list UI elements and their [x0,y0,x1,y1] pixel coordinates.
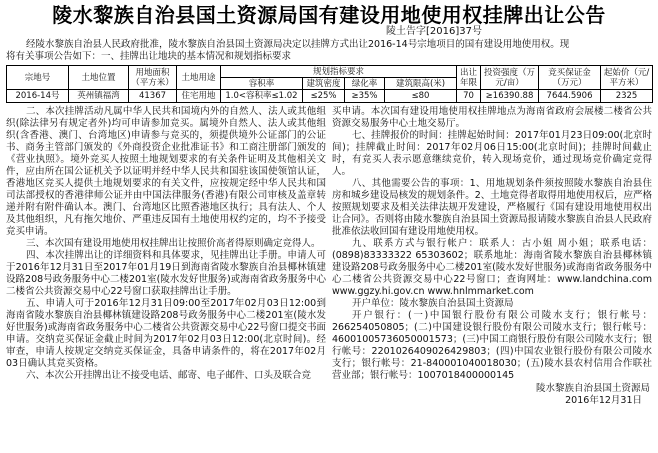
signature-org: 陵水黎族自治县国土资源局 [535,383,650,394]
cell-location: 英州镇福湾 [69,90,129,103]
table-row [7,90,653,103]
signature-date: 2016年12月31日 [565,395,642,406]
notice-number: 陵土告字[2016]37号 [386,26,482,37]
intro-line: 经陵水黎族自治县人民政府批准，陵水黎族自治县国土资源局决定以挂牌方式出让2016-14号宗地项目的国有建设用地使用权。现 [26,39,570,50]
clause-seven: 七、挂牌报价的时间：挂牌起始时间：2017年01月23日09:00(北京时间)；挂牌截止时间：2017年02月06日15:00(北京时间)；挂牌时间截止时，有竞买人表示愿意继续竞价，转入现场竞价，通过现场竞价确定竞得人。 [332,130,652,177]
account-holder: 开户单位：陵水黎族自治县国土资源局 [352,298,514,309]
header-area: 用地面积（平方米） [129,66,177,90]
header-use: 土地用途 [177,66,221,90]
clause-eight: 八、其他需要公告的事项：1、用地规划条件须按照陵水黎族自治县住房和城乡建设局核发的规划条件。2、土地竞得者取得用地使用权后，应严格按照规划要求及相关法律法规开发建设，严格履行《国有建设用地使用权出让合同》。否则将由陵水黎族自治县国土资源局报请陵水黎族自治县人民政府批准依法收回国有建设用地使用权。 [332,178,652,237]
cell-start-price: 2325 [601,90,653,103]
clause-six: 六、本次公开挂牌出让不接受电话、邮寄、电子邮件、口头及联合竞 [26,370,312,381]
clause-nine: 九、联系方式与银行帐户：联系人：古小姐 周小姐；联系电话：(0898)83333322 65303602；联系地址：海南省陵水黎族自治县椰林镇建设路208号政务服务中心二楼201室(陵水发好世服务)或海南省政务服务中心二楼省公共资源交易中心22号窗口；查询网址：www.landchina.com www.ggzy.hi.gov.cn www.hnlmmarket.com [332,238,652,297]
cell-investment: ≥16390.88 [481,90,539,103]
clause-five: 五、申请人可于2016年12月31日09:00至2017年02月03日12:00到海南省陵水黎族自治县椰林镇建设路208号政务服务中心二楼201室(陵水发好世服务)或海南省政务服务中心二楼省公共资源交易中心22号窗口提交书面申请。交纳竞买保证金截止时间为2017年02月03日12:00(北京时间)。经审查，申请人按规定交纳竞买保证金，具备申请条件的，将在2017年02月03日确认其竞买资格。 [6,298,326,369]
intro-paragraph [6,39,652,63]
header-green: 绿化率 [345,78,385,90]
body-columns [6,106,652,407]
cell-deposit: 7644.5906 [539,90,601,103]
clause-three: 三、本次国有建设用地使用权挂牌出让按照价高者得原则确定竞得人。 [26,238,321,249]
header-location: 土地位置 [69,66,129,90]
cell-area: 41367 [129,90,177,103]
header-far: 容积率 [221,78,303,90]
cell-height: ≤80 [385,90,457,103]
header-start-price: 起始价（元/平方米） [601,66,653,90]
cell-density: ≤25% [303,90,345,103]
clause-two: 二、本次挂牌活动凡属中华人民共和国境内外的自然人、法人或其他组织(除法律另有规定者外)均可申请参加竞买。属境外自然人、法人或其他组织(含香港、澳门、台湾地区)申请参与竞买的，须提供境外公证部门的公证书、商务主管部门颁发的《外商投资企业批准证书》和工商注册部门颁发的《营业执照》。境外竞买人按照土地规划要求的有关条件证明及其他相关文件，应由所在国公证机关予以证明并经中华人民共和国驻该国使领馆认证，香港地区竞买人提供土地规划要求的有关文件，应按规定经中华人民共和国司法部授权的香港律师公证并由中国法律服务(香港)有限公司审核及盖章转递并附有附件确认本。澳门、台湾地区比照香港地区执行；具有法人、个人及其他组织，凡有拖欠地价、严重违反国有土地使用权约定的，均不予接受竞买申请。 [6,106,326,237]
header-deposit: 竞买保证金（万元） [539,66,601,90]
cell-term: 70 [457,90,481,103]
header-density: 建筑密度 [303,78,345,90]
cell-far: 1.0<容积率≤1.02 [221,90,303,103]
header-height: 建筑限高(米) [385,78,457,90]
header-term: 出让年限 [457,66,481,90]
right-column [332,106,652,407]
header-planning: 规划指标要求 [221,66,457,78]
announcement-title: 陵水黎族自治县国土资源局国有建设用地使用权挂牌出让公告 [52,3,606,27]
clause-six-continued: 买申请。本次国有建设用地使用权挂牌地点为海南省政府会展楼二楼省公共资源交易服务中心土地交易厅。 [332,106,652,129]
clause-four: 四、本次挂牌出让的详细资料和具体要求，见挂牌出让手册。申请人可于2016年12月31日至2017年01月19日到海南省陵水黎族自治县椰林镇建设路208号政务服务中心二楼201室(陵水发好世服务)或海南省政务服务中心二楼省公共资源交易中心22号窗口获取挂牌出让手册。 [6,250,326,297]
cell-parcel-no: 2016-14号 [7,90,69,103]
table-header-row [7,66,653,78]
cell-use: 住宅用地 [177,90,221,103]
parcel-table [6,65,653,103]
intro-line: 将有关事项公告如下：一、挂牌出让地块的基本情况和规划指标要求 [6,51,292,62]
header-investment: 投资强度（万元/亩） [481,66,539,90]
cell-green: ≥35% [345,90,385,103]
header-parcel-no: 宗地号 [7,66,69,90]
bank-accounts: 开户银行：(一)中国银行股份有限公司陵水支行；银行帐号：266254050805；(二)中国建设银行股份有限公司陵水支行；银行帐号：46001005736050001573；(三)中国工商银行股份有限公司陵水支行；银行帐号：2201026409026429803；(四)中国农业银行股份有限公司陵水支行；银行帐号：21-840001040018030；(五)陵水县农村信用合作联社营业部；银行帐号：1007018400000145 [332,310,652,381]
left-column [6,106,326,407]
